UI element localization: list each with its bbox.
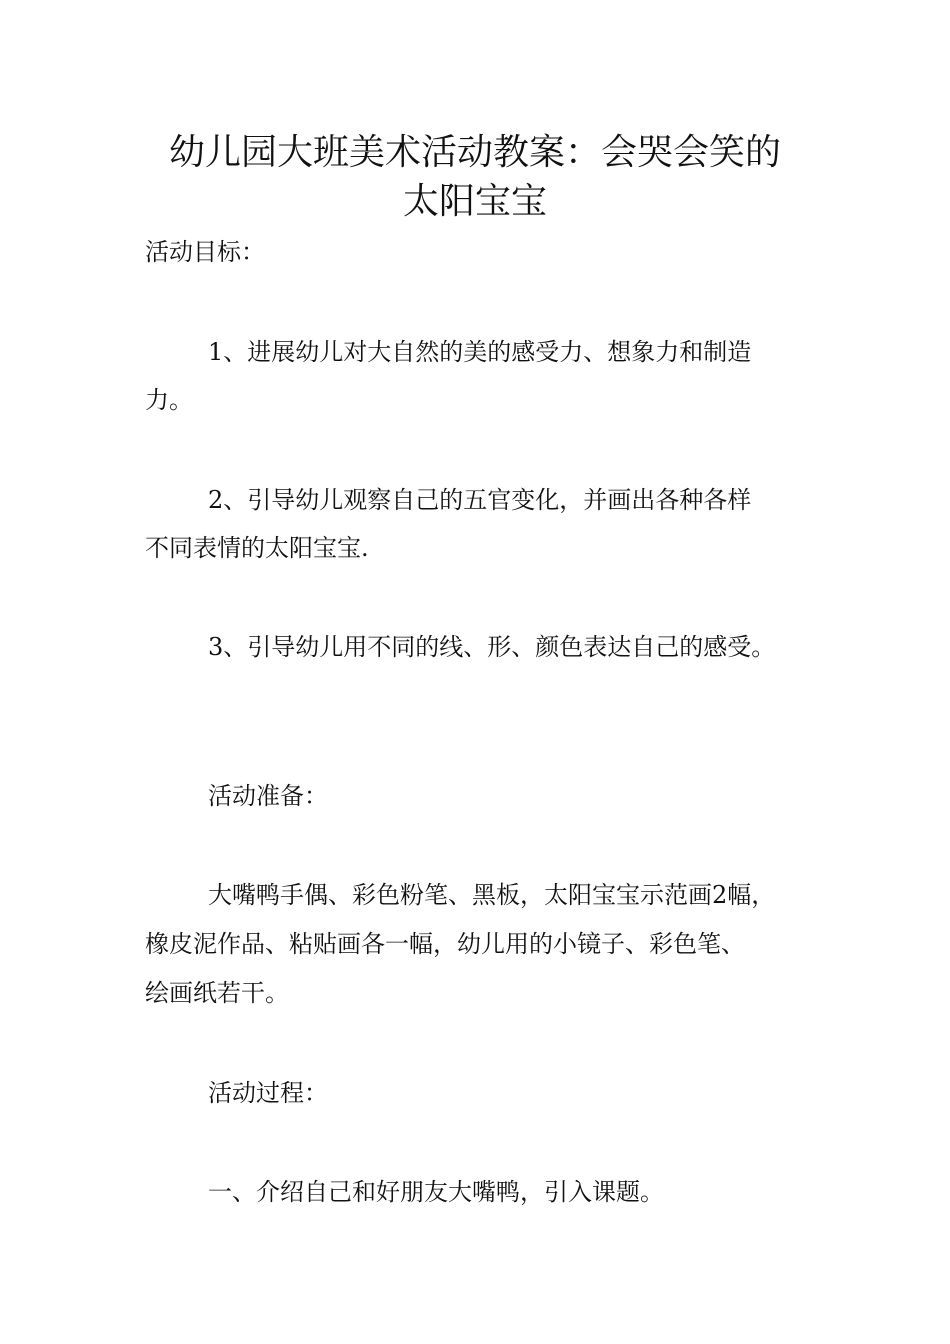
goal-1-line-2: 力。: [145, 386, 193, 414]
document-title-line-2: 太阳宝宝: [402, 181, 547, 222]
preparation-line-2: 橡皮泥作品、粘贴画各一幅，幼儿用的小镜子、彩色笔、: [145, 930, 745, 958]
goal-3-line-1: 3、引导幼儿用不同的线、形、颜色表达自己的感受。: [208, 633, 776, 661]
section-heading-process: 活动过程：: [208, 1079, 328, 1107]
goal-2-line-1: 2、引导幼儿观察自己的五官变化，并画出各种各样: [208, 486, 752, 514]
process-step-1: 一、介绍自己和好朋友大嘴鸭，引入课题。: [208, 1178, 664, 1206]
section-heading-preparation: 活动准备：: [208, 782, 328, 810]
document-title-line-1: 幼儿园大班美术活动教案：会哭会笑的: [168, 132, 781, 173]
section-heading-goals: 活动目标：: [145, 238, 265, 266]
goal-1-line-1: 1、进展幼儿对大自然的美的感受力、想象力和制造: [208, 338, 752, 366]
goal-2-line-2: 不同表情的太阳宝宝.: [145, 534, 369, 562]
preparation-line-1: 大嘴鸭手偶、彩色粉笔、黑板，太阳宝宝示范画2幅，: [208, 881, 776, 909]
preparation-line-3: 绘画纸若干。: [145, 979, 289, 1007]
